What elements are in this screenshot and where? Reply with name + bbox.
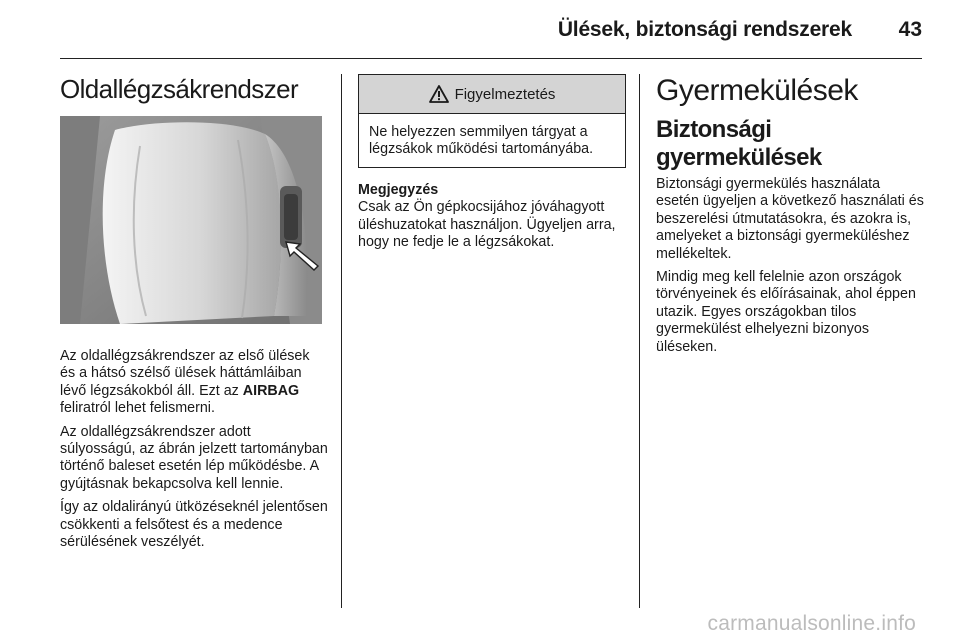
chapter-title: Ülések, biztonsági rendszerek	[557, 18, 852, 41]
paragraph-1-text-a: Az oldallégzsákrendszer az első ülések és a hátsó szélső ülések háttámláiban lévő légzsákokból áll. Ezt az	[60, 348, 310, 399]
column-divider-2	[639, 74, 640, 608]
column-child-seats	[656, 74, 924, 362]
child-seat-paragraph-1: Biztonsági gyermekülés használata esetén ügyeljen a következő használati és beszerelési útmutatásokra, és azokra is, amelyeket a biztonsági gyermeküléshez mellékeltek.	[656, 176, 924, 262]
watermark-text: carmanualsonline.info	[707, 612, 916, 635]
airbag-label: AIRBAG	[242, 382, 300, 399]
paragraph-1-text-b: feliratról lehet felismerni.	[60, 400, 215, 417]
page-number: 43	[898, 18, 922, 41]
section-heading: Oldallégzsákrendszer	[60, 74, 299, 104]
warning-triangle-icon	[429, 85, 449, 103]
column-divider-1	[341, 74, 342, 608]
column-side-airbag	[60, 74, 328, 557]
header-divider	[60, 58, 922, 59]
paragraph-1	[60, 348, 328, 418]
warning-box	[358, 74, 626, 168]
seat-illustration-svg	[60, 116, 322, 324]
warning-title: Figyelmeztetés	[454, 85, 556, 103]
seat-airbag-illustration	[60, 116, 322, 324]
paragraph-3: Így az oldalirányú ütközéseknél jelentősen csökkenti a felsőtest és a medence sérülésének veszélyét.	[60, 499, 328, 551]
subheading-child-safety-seats: Biztonsági gyermekülések	[656, 116, 822, 171]
section-heading-child-seats: Gyermekülések	[656, 74, 858, 107]
warning-text: Ne helyezzen semmilyen tárgyat a légzsákok működési tartományába.	[369, 124, 594, 158]
column-warning	[358, 74, 626, 251]
child-seat-paragraph-2: Mindig meg kell felelnie azon országok törvényeinek és előírásainak, ahol éppen utazik. Egyes országokban tilos gyermekülést elhelyezni bizonyos üléseken.	[656, 269, 916, 355]
note-text: Csak az Ön gépkocsijához jóváhagyott üléshuzatokat használjon. Ügyeljen arra, hogy ne fedje le a légzsákokat.	[358, 199, 616, 251]
warning-header	[359, 75, 625, 114]
page-header	[0, 0, 960, 60]
paragraph-2: Az oldallégzsákrendszer adott súlyosságú, az ábrán jelzett tartományban történő baleset esetén lép működésbe. A gyújtásnak bekapcsolva kell lennie.	[60, 423, 328, 492]
note-title: Megjegyzés	[358, 181, 439, 198]
